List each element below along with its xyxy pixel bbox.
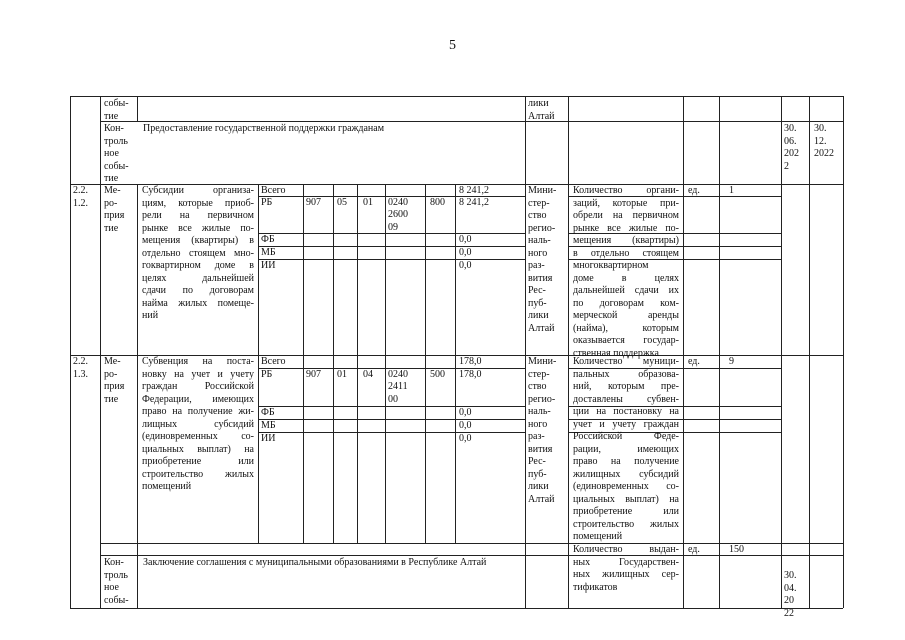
cell-responsible: лики: [528, 481, 549, 492]
col-divider: [455, 184, 456, 355]
fin-amount: 0,0: [459, 419, 472, 431]
cell-responsible: Мини-: [528, 356, 557, 367]
col-divider: [333, 184, 334, 355]
fin-source: Всего: [261, 355, 286, 367]
col-divider: [719, 96, 720, 608]
measure-name: граждан Российской: [142, 381, 254, 392]
fin-target-article: 2411: [388, 381, 408, 392]
measure-name: целях дальнейшей: [142, 272, 254, 284]
fin-subsection: 01: [363, 196, 373, 208]
cell-type: прия: [104, 210, 125, 221]
cell-responsible: ство: [528, 381, 547, 392]
cell-type: тие: [104, 173, 119, 184]
cell-number: 2.2.: [73, 356, 88, 367]
cell-responsible: пуб-: [528, 468, 547, 480]
fin-target-article: 0240: [388, 368, 408, 380]
indicator-name: доме в целях: [573, 272, 679, 284]
indicator-value: 9: [729, 356, 734, 367]
measure-name: лищных субсидий: [142, 418, 254, 430]
cell-type: Кон-: [104, 557, 124, 568]
cell-type: троль: [104, 569, 128, 581]
fin-source: МБ: [261, 246, 276, 258]
cell-responsible: Алтай: [528, 322, 555, 334]
fin-section: 01: [337, 368, 347, 380]
cell-responsible: стер-: [528, 368, 550, 380]
cell-date-start: 30.: [784, 570, 797, 581]
col-divider: [809, 96, 810, 608]
indicator-name: строительство жилых: [573, 518, 679, 530]
indicator-name: мещения (квартиры): [573, 235, 679, 246]
cell-responsible: регио-: [528, 222, 556, 234]
fin-section: 05: [337, 196, 347, 208]
col-divider: [385, 184, 386, 355]
measure-name: найма жилых помеще-: [142, 297, 254, 309]
indicator-name: тификатов: [573, 581, 618, 593]
measure-name: Субсидии организа-: [142, 185, 254, 196]
control-event-name: Заключение соглашения с муниципальными образованиями в Республике Алтай: [143, 557, 487, 568]
fin-source: МБ: [261, 419, 276, 431]
table-bottom-border: [70, 608, 843, 609]
cell-type: тие: [104, 222, 119, 234]
fin-source: РБ: [261, 368, 273, 380]
indicator-unit: ед.: [688, 185, 700, 196]
fin-target-article: 0240: [388, 196, 408, 208]
cell-type: ро-: [104, 368, 118, 380]
measure-name: Федерации, имеющих: [142, 393, 254, 405]
cell-responsible: ного: [528, 247, 548, 259]
fin-target-article: 2600: [388, 209, 408, 220]
cell-type: ро-: [104, 197, 118, 209]
fin-grbs: 907: [306, 368, 321, 380]
cell-responsible: наль-: [528, 235, 551, 246]
indicator-name: (найма), которым: [573, 322, 679, 334]
cell-date-start: 30.: [784, 123, 797, 134]
measure-name: помещений: [142, 481, 192, 492]
cell-type: Ме-: [104, 185, 121, 196]
row-divider: [100, 121, 843, 122]
fin-amount: 178,0: [459, 368, 482, 380]
indicator-name: пальных образова-: [573, 368, 679, 380]
fin-amount: 0,0: [459, 432, 472, 444]
cell-responsible: наль-: [528, 406, 551, 417]
measure-name: циальных выплат) на: [142, 443, 254, 455]
cell-responsible: раз-: [528, 260, 545, 271]
cell-date-end: 30.: [814, 123, 827, 134]
page-number: 5: [449, 38, 456, 53]
fin-target-article: 00: [388, 393, 398, 405]
measure-name: гоквартирном доме в: [142, 260, 254, 271]
fin-amount: 0,0: [459, 406, 472, 418]
measure-name: рынке все жилые по-: [142, 222, 254, 234]
cell-date-start: 22: [784, 607, 794, 619]
measure-name: Субвенция на поста-: [142, 356, 254, 367]
indicator-name: приобретение или: [573, 506, 679, 517]
col-divider: [303, 355, 304, 543]
cell-number: 1.2.: [73, 197, 88, 209]
cell-responsible: Алтай: [528, 110, 555, 122]
col-divider: [568, 96, 569, 608]
col-divider: [137, 96, 138, 121]
cell-responsible: Алтай: [528, 493, 555, 505]
fin-source: ИИ: [261, 432, 276, 444]
cell-responsible: Рес-: [528, 456, 546, 467]
indicator-name: право на получение: [573, 456, 679, 467]
cell-type: собы-: [104, 594, 129, 606]
cell-date-start: 20: [784, 595, 794, 606]
indicator-name: дальнейшей сдачи их: [573, 285, 679, 296]
indicator-name: циальных выплат) на: [573, 493, 679, 505]
cell-date-start: 06.: [784, 135, 797, 147]
indicator-name: учет и учету граждан: [573, 418, 679, 430]
indicator-name: доставлены субвен-: [573, 393, 679, 405]
cell-type: Ме-: [104, 356, 121, 367]
measure-name: (единовременных со-: [142, 431, 254, 442]
indicator-unit: ед.: [688, 544, 700, 555]
indicator-name: по договорам ком-: [573, 297, 679, 309]
fin-amount: 0,0: [459, 233, 472, 245]
indicator-name: мерческой аренды: [573, 310, 679, 321]
measure-name: циям, которые приоб-: [142, 197, 254, 209]
cell-responsible: вития: [528, 272, 553, 284]
cell-responsible: стер-: [528, 197, 550, 209]
table-right-border: [843, 96, 844, 608]
indicator-name: ных Государствен-: [573, 556, 679, 568]
indicator-name: помещений: [573, 531, 623, 542]
indicator-name: ных жилищных сер-: [573, 569, 679, 580]
col-divider: [425, 184, 426, 355]
fin-amount: 8 241,2: [459, 184, 489, 196]
cell-date-end: 2022: [814, 148, 834, 159]
cell-type: тие: [104, 110, 119, 122]
col-divider: [137, 184, 138, 608]
col-divider: [525, 96, 526, 608]
cell-date-start: 04.: [784, 582, 797, 594]
col-divider: [258, 184, 259, 355]
fin-row-divider: [258, 419, 525, 420]
fin-target-article: 09: [388, 221, 398, 233]
cell-number: 2.2.: [73, 185, 88, 196]
measure-name: отдельно стоящем мно-: [142, 247, 254, 259]
cell-type: собы-: [104, 98, 129, 109]
measure-name: мещения (квартиры) в: [142, 235, 254, 246]
cell-responsible: вития: [528, 443, 553, 455]
fin-expense-type: 500: [430, 368, 445, 380]
measure-name: сдачи по договорам: [142, 285, 254, 296]
indicator-name: ции на постановку на: [573, 406, 679, 417]
fin-expense-type: 800: [430, 196, 445, 208]
fin-row-divider: [258, 432, 525, 433]
col-divider: [781, 96, 782, 608]
col-divider: [258, 355, 259, 543]
measure-name: приобретение или: [142, 456, 254, 467]
indicator-name: многоквартирном: [573, 260, 649, 271]
fin-grbs: 907: [306, 196, 321, 208]
cell-type: ное: [104, 148, 119, 159]
measure-name: рели на первичном: [142, 210, 254, 221]
cell-date-end: 12.: [814, 135, 827, 147]
col-divider: [425, 355, 426, 543]
table-top-border: [70, 96, 843, 97]
cell-responsible: лики: [528, 98, 549, 109]
fin-amount: 178,0: [459, 355, 482, 367]
indicator-name: обрели на первичном: [573, 210, 679, 221]
fin-source: ФБ: [261, 233, 275, 245]
table-left-border: [70, 96, 71, 608]
fin-row-divider: [258, 246, 525, 247]
fin-source: Всего: [261, 184, 286, 196]
col-divider: [303, 184, 304, 355]
fin-source: ФБ: [261, 406, 275, 418]
cell-type: Кон-: [104, 123, 124, 134]
measure-name: новку на учет и учету: [142, 368, 254, 380]
indicator-name: ний, которым пре-: [573, 381, 679, 392]
cell-responsible: Мини-: [528, 185, 557, 196]
col-divider: [357, 355, 358, 543]
indicator-name: Количество муници-: [573, 356, 679, 367]
cell-type: тие: [104, 393, 119, 405]
indicator-name: (единовременных со-: [573, 481, 679, 492]
indicator-value: 1: [729, 185, 734, 196]
cell-date-start: 202: [784, 148, 799, 159]
fin-row-divider: [258, 406, 525, 407]
cell-responsible: ство: [528, 210, 547, 221]
cell-responsible: пуб-: [528, 297, 547, 309]
cell-responsible: лики: [528, 310, 549, 321]
fin-amount: 0,0: [459, 259, 472, 271]
indicator-name: заций, которые при-: [573, 197, 679, 209]
measure-name: ний: [142, 310, 159, 321]
measure-name: строительство жилых: [142, 468, 254, 480]
fin-source: ИИ: [261, 259, 276, 271]
cell-responsible: Рес-: [528, 285, 546, 296]
indicator-value: 150: [729, 544, 744, 555]
indicator-name: рынке все жилые по-: [573, 222, 679, 234]
fin-subsection: 04: [363, 368, 373, 380]
fin-row-divider: [258, 259, 525, 260]
indicator-name: в отдельно стоящем: [573, 247, 679, 259]
indicator-name: Количество органи-: [573, 185, 679, 196]
fin-source: РБ: [261, 196, 273, 208]
col-divider: [100, 96, 101, 608]
indicator-name: ственная поддержка: [573, 347, 659, 359]
indicator-name: рации, имеющих: [573, 443, 679, 455]
indicator-name: оказывается государ-: [573, 335, 679, 346]
indicator-name: Количество выдан-: [573, 544, 679, 555]
col-divider: [455, 355, 456, 543]
fin-amount: 0,0: [459, 246, 472, 258]
cell-type: ное: [104, 582, 119, 593]
indicator-unit: ед.: [688, 356, 700, 367]
col-divider: [333, 355, 334, 543]
control-event-name: Предоставление государственной поддержки гражданам: [143, 123, 385, 134]
col-divider: [357, 184, 358, 355]
cell-responsible: ного: [528, 418, 548, 430]
cell-responsible: регио-: [528, 393, 556, 405]
col-divider: [385, 355, 386, 543]
cell-type: прия: [104, 381, 125, 392]
cell-type: собы-: [104, 160, 129, 172]
cell-number: 1.3.: [73, 368, 88, 380]
fin-amount: 8 241,2: [459, 196, 489, 208]
cell-date-start: 2: [784, 160, 789, 172]
col-divider: [683, 96, 684, 608]
cell-responsible: раз-: [528, 431, 545, 442]
measure-name: право на получение жи-: [142, 406, 254, 417]
cell-type: троль: [104, 135, 128, 147]
indicator-name: Российской Феде-: [573, 431, 679, 442]
indicator-name: жилищных субсидий: [573, 468, 679, 480]
